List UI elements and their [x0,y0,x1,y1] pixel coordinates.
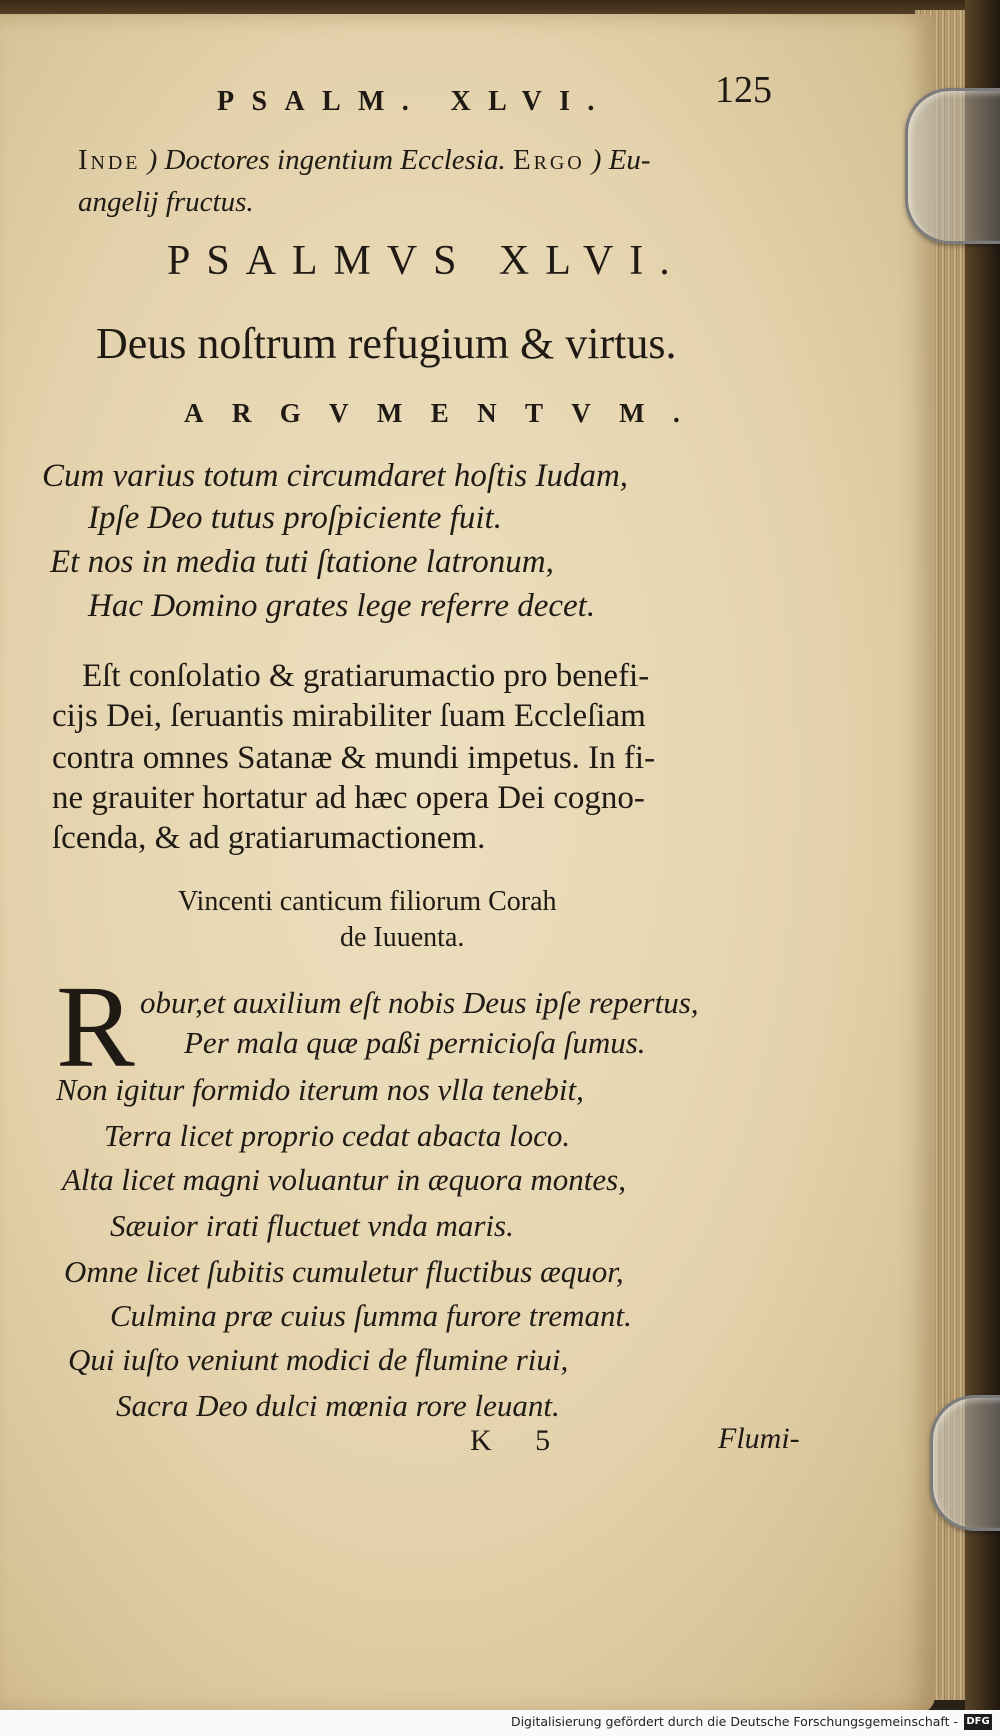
catchword: Flumi- [718,1422,800,1455]
superscription-line: Vincenti canticum filiorum Corah [178,886,557,917]
argumentum-heading: ARGVMENTVM. [184,398,709,428]
description-line: Eſt conſolatio & gratiarumactio pro benefi- [82,658,650,694]
argumentum-verse: Cum varius totum circumdaret hoſtis Iudam, [42,458,629,494]
gloss-keyword-ergo: Ergo [513,144,585,176]
description-line: contra omnes Satanæ & mundi impetus. In fi- [52,740,656,776]
signature-mark: K 5 [470,1424,569,1457]
argumentum-verse: Hac Domino grates lege referre decet. [88,588,596,624]
digitization-footer [0,1710,1000,1736]
psalm-verse: Sæuior irati fluctuet vnda maris. [110,1208,514,1243]
dfg-logo-icon: DFG [964,1714,992,1730]
argumentum-verse: Et nos in media tuti ſtatione latronum, [50,544,554,580]
superscription-line: de Iuuenta. [340,922,465,953]
psalm-verse: Qui iuſto veniunt modici de flumine riui, [68,1342,569,1377]
page-clip-icon [930,1395,1000,1531]
drop-cap: R [56,961,135,1092]
psalm-verse: obur,et auxilium eſt nobis Deus ipſe repertus, [140,985,699,1020]
psalm-incipit: Deus noſtrum refugium & virtus. [96,319,677,368]
argumentum-verse: Ipſe Deo tutus proſpiciente fuit. [88,500,502,536]
description-line: ne grauiter hortatur ad hæc opera Dei cogno- [52,780,645,816]
gloss-keyword-inde: Inde [78,144,141,176]
gloss-line-2: angelij fructus. [78,186,254,218]
gloss-text-a: ) Doctores ingentium Ecclesia. [147,144,506,176]
psalm-verse: Culmina præ cuius ſumma furore tremant. [110,1298,632,1333]
psalm-verse: Alta licet magni voluantur in æquora montes, [62,1162,626,1197]
psalm-title: PSALMVS XLVI. [167,238,686,284]
page-number: 125 [715,69,772,111]
gloss-text-b: ) Eu- [591,144,651,176]
psalm-verse: Per mala quæ paßi pernicioſa ſumus. [184,1025,646,1060]
description-line: ſcenda, & ad gratiarumactionem. [52,820,486,856]
psalm-verse: Sacra Deo dulci mœnia rore leuant. [116,1388,560,1423]
page-clip-icon [905,88,1000,244]
gloss-line-1 [78,144,651,177]
psalm-verse: Non igitur formido iterum nos vlla tenebit, [56,1072,584,1107]
description-line: cijs Dei, ſeruantis mirabiliter ſuam Eccleſiam [52,698,646,734]
psalm-verse: Omne licet ſubitis cumuletur fluctibus æquor, [64,1254,624,1289]
psalm-verse: Terra licet proprio cedat abacta loco. [104,1118,571,1153]
funding-credit: Digitalisierung gefördert durch die Deutsche Forschungsgemeinschaft - [510,1714,958,1729]
running-head: PSALM. XLVI. [217,86,612,117]
